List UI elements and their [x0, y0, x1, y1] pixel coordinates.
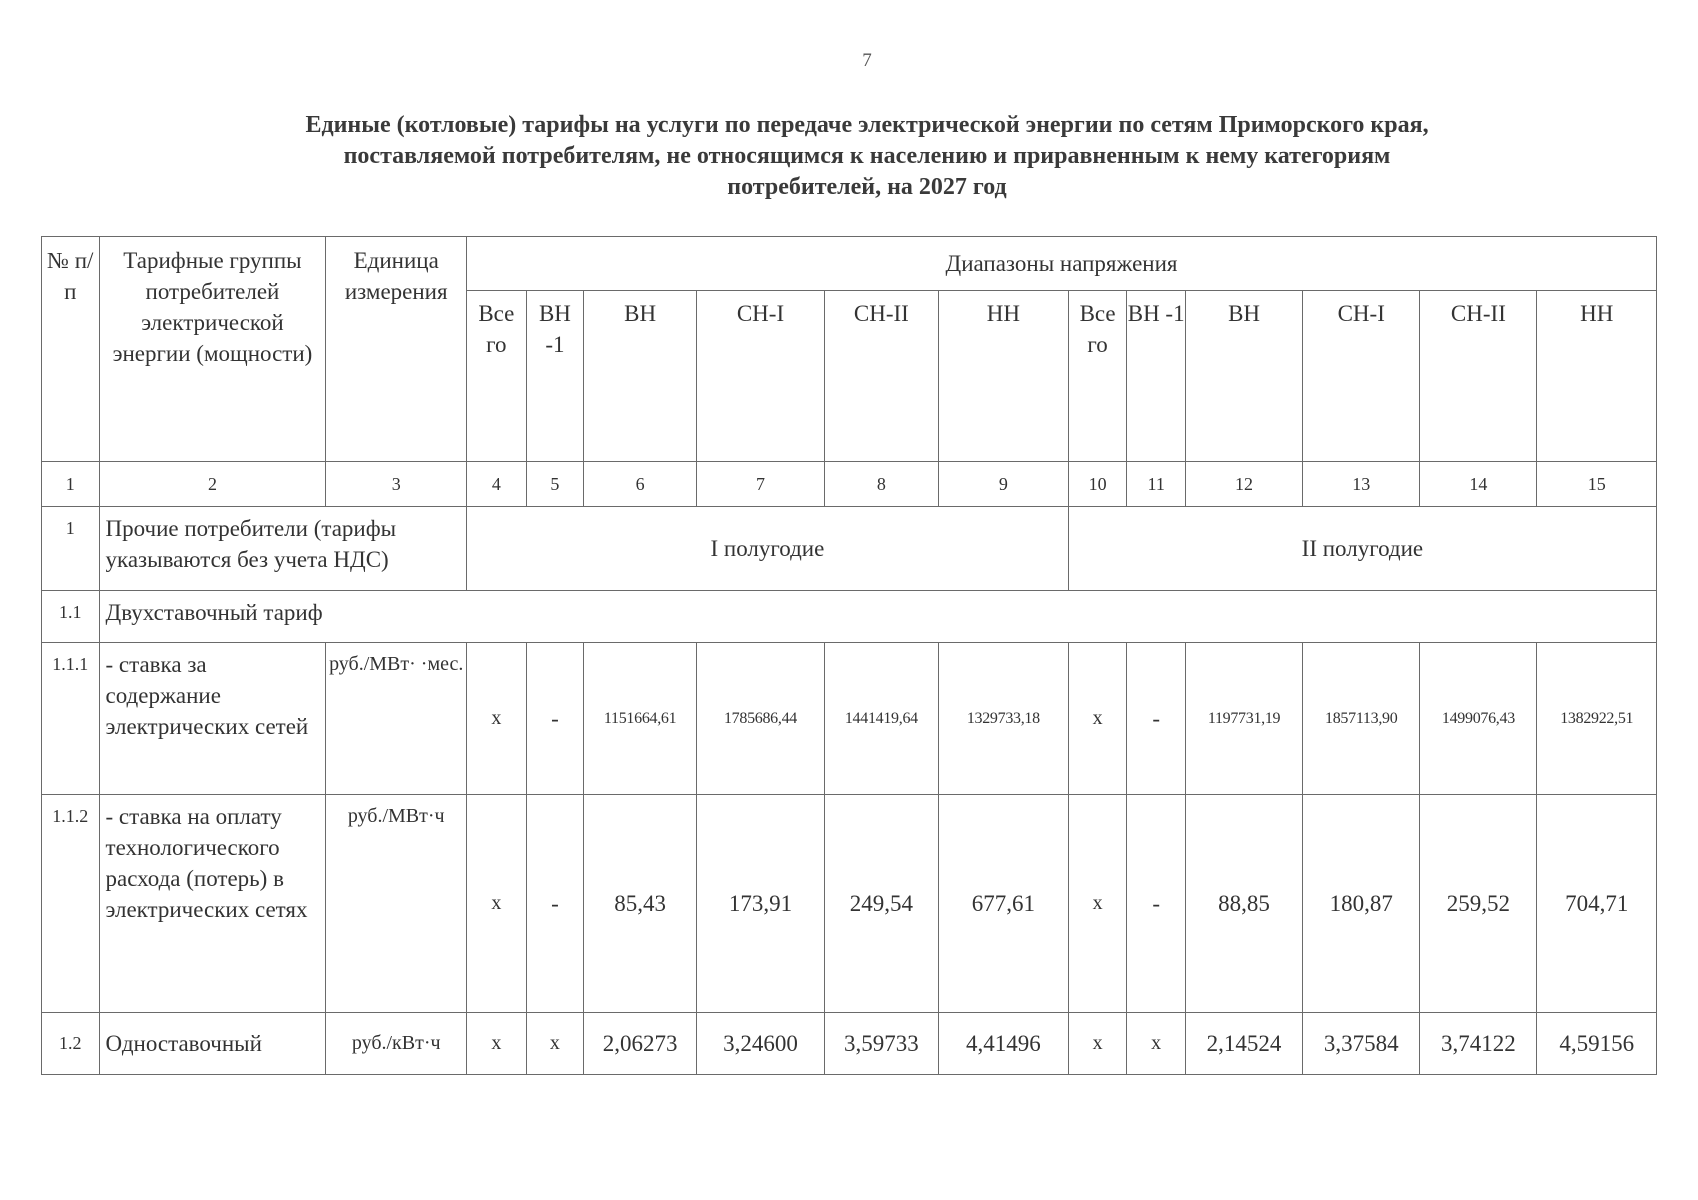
- column-index: 10: [1068, 462, 1127, 507]
- header-group: Тарифные группы потребителей электрической энергии (мощности): [99, 237, 326, 462]
- table-row-other-consumers: [42, 507, 1657, 591]
- row-number: 1.1.1: [42, 643, 100, 795]
- value-cell: 1151664,61: [584, 643, 697, 795]
- value-cell: х: [1068, 795, 1127, 1013]
- column-index: 2: [99, 462, 326, 507]
- header-vn-1: ВН: [584, 291, 697, 462]
- value-cell: 85,43: [584, 795, 697, 1013]
- value-cell: -: [526, 795, 584, 1013]
- value-cell: 3,24600: [697, 1013, 825, 1075]
- table-row-one-rate-tariff: [42, 1013, 1657, 1075]
- value-cell: 180,87: [1303, 795, 1420, 1013]
- value-cell: 704,71: [1537, 795, 1657, 1013]
- row-name: Двухставочный тариф: [99, 591, 1656, 643]
- value-cell: 173,91: [697, 795, 825, 1013]
- column-index: 7: [697, 462, 825, 507]
- title-line: поставляемой потребителям, не относящимся к населению и приравненным к нему категориям: [343, 143, 1391, 169]
- value-cell: 4,41496: [938, 1013, 1068, 1075]
- value-cell: х: [526, 1013, 584, 1075]
- header-unit: Единица измерения: [326, 237, 467, 462]
- value-cell: 4,59156: [1537, 1013, 1657, 1075]
- row-unit: руб./МВт· ·мес.: [326, 643, 467, 795]
- row-number: 1: [42, 507, 100, 591]
- header-vn1-1: ВН -1: [526, 291, 584, 462]
- row-number: 1.1: [42, 591, 100, 643]
- row-name: Прочие потребители (тарифы указываются без учета НДС): [99, 507, 467, 591]
- column-index: 14: [1420, 462, 1537, 507]
- value-cell: 677,61: [938, 795, 1068, 1013]
- column-index: 9: [938, 462, 1068, 507]
- value-cell: х: [1068, 643, 1127, 795]
- value-cell: х: [467, 1013, 527, 1075]
- value-cell: 1499076,43: [1420, 643, 1537, 795]
- value-cell: 1785686,44: [697, 643, 825, 795]
- column-index: 11: [1127, 462, 1186, 507]
- header-sn2-2: СН-II: [1420, 291, 1537, 462]
- first-half-year-label: I полугодие: [467, 507, 1069, 591]
- table-row-capacity-rate: [42, 643, 1657, 795]
- value-cell: 2,14524: [1185, 1013, 1302, 1075]
- column-index: 1: [42, 462, 100, 507]
- column-index: 4: [467, 462, 527, 507]
- tariff-table: [41, 236, 1657, 1075]
- column-index: 8: [824, 462, 938, 507]
- header-nn-2: НН: [1537, 291, 1657, 462]
- header-sn2-1: СН-II: [824, 291, 938, 462]
- value-cell: 1857113,90: [1303, 643, 1420, 795]
- value-cell: х: [1127, 1013, 1186, 1075]
- header-vn-2: ВН: [1185, 291, 1302, 462]
- column-index: 5: [526, 462, 584, 507]
- row-name: Одноставочный: [99, 1013, 326, 1075]
- value-cell: 1382922,51: [1537, 643, 1657, 795]
- title-line: Единые (котловые) тарифы на услуги по передаче электрической энергии по сетям Приморского края,: [305, 112, 1429, 138]
- value-cell: 3,59733: [824, 1013, 938, 1075]
- title-line: потребителей, на 2027 год: [727, 174, 1007, 200]
- value-cell: 1329733,18: [938, 643, 1068, 795]
- row-name: - ставка на оплату технологического расхода (потерь) в электрических сетях: [99, 795, 326, 1013]
- row-number: 1.2: [42, 1013, 100, 1075]
- value-cell: 3,37584: [1303, 1013, 1420, 1075]
- header-sn1-1: СН-I: [697, 291, 825, 462]
- column-index: 12: [1185, 462, 1302, 507]
- row-number: 1.1.2: [42, 795, 100, 1013]
- row-unit: руб./МВт·ч: [326, 795, 467, 1013]
- value-cell: -: [1127, 795, 1186, 1013]
- value-cell: 2,06273: [584, 1013, 697, 1075]
- header-total-1: Все го: [467, 291, 527, 462]
- value-cell: -: [526, 643, 584, 795]
- value-cell: х: [467, 795, 527, 1013]
- column-index: 3: [326, 462, 467, 507]
- document-title: [160, 110, 1574, 203]
- column-index-row: [42, 462, 1657, 507]
- column-index: 15: [1537, 462, 1657, 507]
- header-voltage-ranges: Диапазоны напряжения: [467, 237, 1657, 291]
- value-cell: х: [467, 643, 527, 795]
- header-total-2: Все го: [1068, 291, 1127, 462]
- value-cell: 3,74122: [1420, 1013, 1537, 1075]
- value-cell: 88,85: [1185, 795, 1302, 1013]
- value-cell: 1197731,19: [1185, 643, 1302, 795]
- header-nn-1: НН: [938, 291, 1068, 462]
- header-num: № п/п: [42, 237, 100, 462]
- value-cell: 259,52: [1420, 795, 1537, 1013]
- header-vn1-2: ВН -1: [1127, 291, 1186, 462]
- header-sn1-2: СН-I: [1303, 291, 1420, 462]
- column-index: 13: [1303, 462, 1420, 507]
- table-row-two-rate-tariff: [42, 591, 1657, 643]
- value-cell: 249,54: [824, 795, 938, 1013]
- column-index: 6: [584, 462, 697, 507]
- row-unit: руб./кВт·ч: [326, 1013, 467, 1075]
- value-cell: 1441419,64: [824, 643, 938, 795]
- value-cell: х: [1068, 1013, 1127, 1075]
- row-name: - ставка за содержание электрических сетей: [99, 643, 326, 795]
- page-number: 7: [862, 50, 872, 71]
- value-cell: -: [1127, 643, 1186, 795]
- header-row: [42, 237, 1657, 291]
- table-row-losses-rate: [42, 795, 1657, 1013]
- second-half-year-label: II полугодие: [1068, 507, 1656, 591]
